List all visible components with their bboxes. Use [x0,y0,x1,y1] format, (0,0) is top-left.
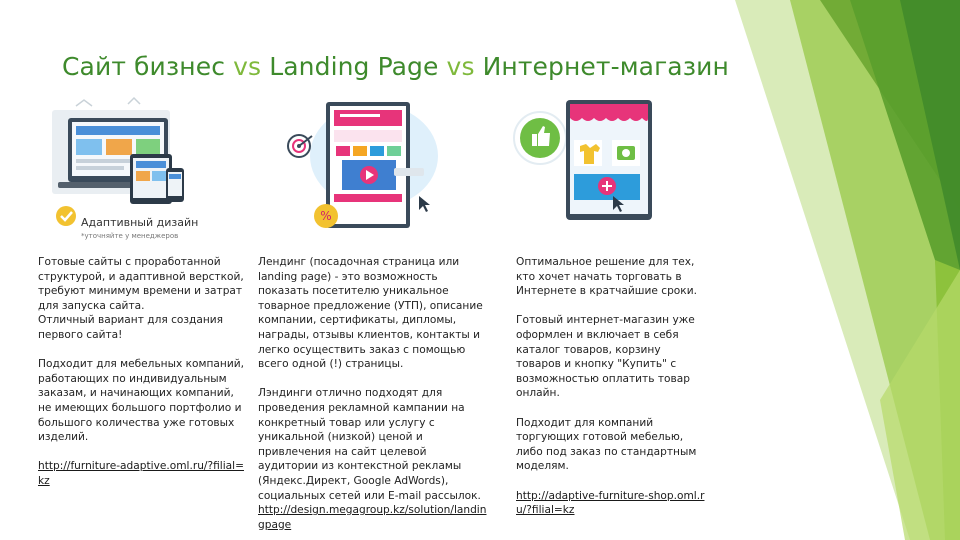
column-online-shop [516,255,706,518]
online-shop-audience: Подходит для компаний торгующих готовой мебелью, либо под заказ по стандартным моделям. [516,416,697,473]
slide-title [62,52,729,81]
adaptive-devices-illustration [36,96,186,226]
online-shop-intro: Оптимальное решение для тех, кто хочет начать торговать в Интернете в кратчайшие сроки. [516,256,697,298]
online-shop-features: Готовый интернет-магазин уже оформлен и включает в себя каталог товаров, корзину товаров и кнопку "Купить" с возможностью оплатить товар онлайн. [516,314,695,400]
business-site-intro: Готовые сайты с проработанной структурой, и адаптивной версткой, требуют минимум времени и затрат для запуска сайта. Отличный вариант для создания первого сайта! [38,256,244,341]
svg-text:%: % [320,209,332,223]
title-part-landing: Landing Page [269,52,439,81]
landing-page-illustration [282,96,442,236]
landing-page-link[interactable]: http://design.megagroup.kz/solution/landingpage [258,504,487,531]
online-shop-illustration [512,96,672,226]
column-landing-page [258,255,490,532]
title-vs-1: vs [233,52,262,81]
online-shop-link[interactable]: http://adaptive-furniture-shop.oml.ru/?filial=kz [516,489,705,517]
business-site-link[interactable]: http://furniture-adaptive.oml.ru/?filial=kz [38,460,244,487]
title-part-business: Сайт бизнес [62,52,226,81]
business-site-audience: Подходит для мебельных компаний, работающих по индивидуальным заказам, и начинающих компаний, не имеющих большого портфолио и большого количества уже готовых изделий. [38,358,244,444]
adaptive-badge-label: Адаптивный дизайн [81,216,199,229]
adaptive-badge-note: *уточняйте у менеджеров [81,232,179,240]
title-vs-2: vs [446,52,475,81]
landing-page-intro: Лендинг (посадочная страница или landing page) - это возможность показать посетителю уникальное товарное предложение (УТП), описание компании, сертификаты, дипломы, награды, отзывы клиентов, контакты и легко осуществить заказ с помощью всего одной (!) страницы. [258,256,483,371]
landing-page-audience: Лэндинги отлично подходят для проведения рекламной кампании на конкретный товар или услугу с уникальной (низкой) ценой и привлечения на сайт целевой аудитории из контекстной рекламы (Яндекс.Директ, Google AdWords), социальных сетей или E-mail рассылок. [258,387,481,502]
title-part-shop: Интернет-магазин [482,52,729,81]
column-business-site [38,255,248,489]
